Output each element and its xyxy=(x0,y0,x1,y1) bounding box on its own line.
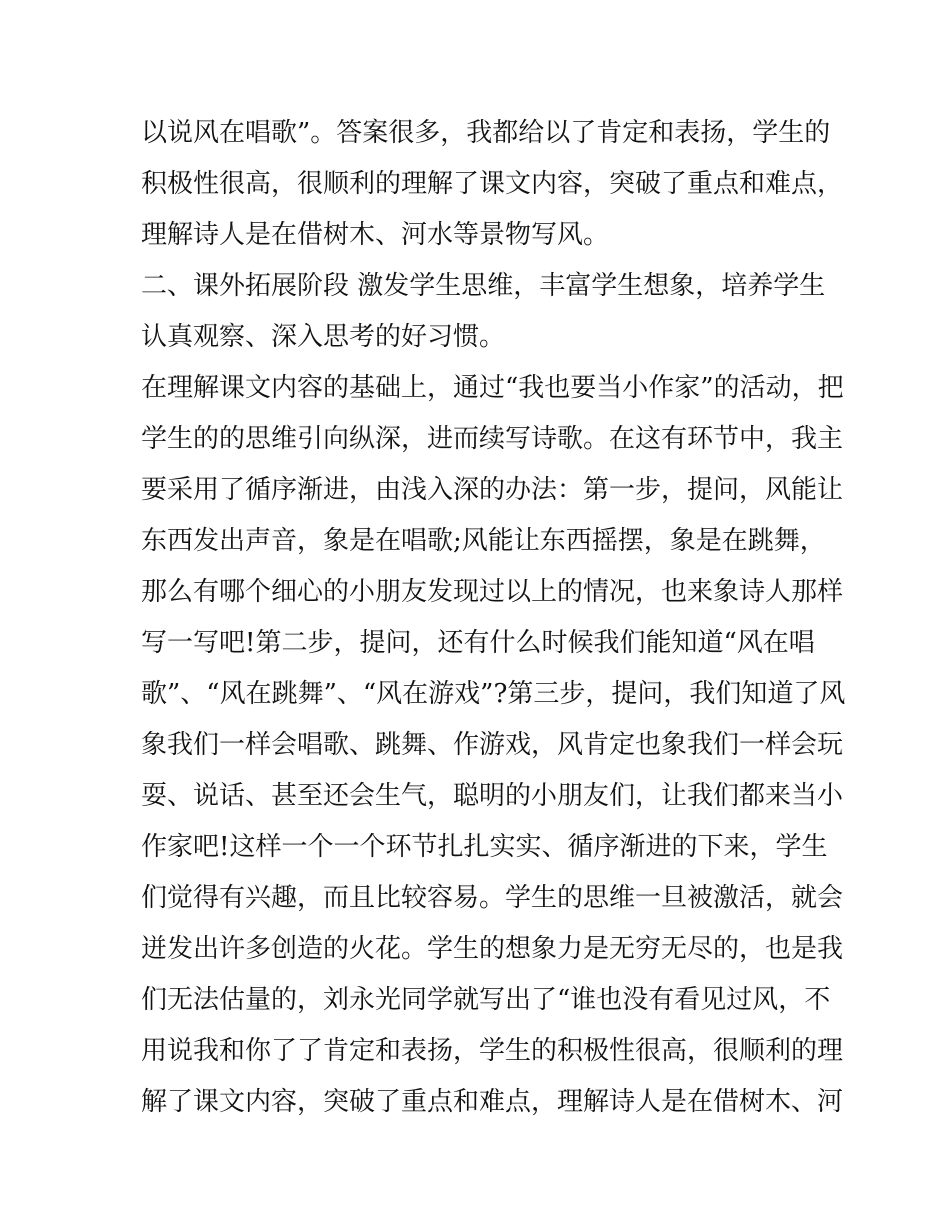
text-line: 歌”、“风在跳舞”、“风在游戏”?第三步，提问，我们知道了风 xyxy=(141,679,846,709)
text-line: 积极性很高，很顺利的理解了课文内容，突破了重点和难点， xyxy=(141,169,844,199)
document-body xyxy=(141,108,846,1128)
text-line: 写一写吧!第二步，提问，还有什么时候我们能知道“风在唱 xyxy=(141,628,815,658)
text-line: 以说风在唱歌”。答案很多，我都给以了肯定和表扬，学生的 xyxy=(141,118,831,148)
text-line: 耍、说话、甚至还会生气，聪明的小朋友们，让我们都来当小 xyxy=(141,781,844,811)
text-line: 解了课文内容，突破了重点和难点，理解诗人是在借树木、河 xyxy=(141,1087,844,1117)
text-line: 东西发出声音，象是在唱歌;风能让东西摇摆，象是在跳舞， xyxy=(141,526,826,556)
text-line: 用说我和你了了肯定和表扬，学生的积极性很高，很顺利的理 xyxy=(141,1036,844,1066)
text-line: 们觉得有兴趣，而且比较容易。学生的思维一旦被激活，就会 xyxy=(141,883,844,913)
text-line: 作家吧!这样一个一个环节扎扎实实、循序渐进的下来，学生 xyxy=(141,832,828,862)
section-heading-line: 二、课外拓展阶段 激发学生思维，丰富学生想象，培养学生 xyxy=(141,271,826,301)
text-line: 理解诗人是在借树木、河水等景物写风。 xyxy=(141,220,610,250)
text-line: 迸发出许多创造的火花。学生的想象力是无穷无尽的，也是我 xyxy=(141,934,844,964)
text-line: 象我们一样会唱歌、跳舞、作游戏，风肯定也象我们一样会玩 xyxy=(141,730,844,760)
text-line: 在理解课文内容的基础上，通过“我也要当小作家”的活动，把 xyxy=(141,373,844,403)
text-line: 那么有哪个细心的小朋友发现过以上的情况，也来象诗人那样 xyxy=(141,577,844,607)
text-line: 学生的的思维引向纵深，进而续写诗歌。在这有环节中，我主 xyxy=(141,424,844,454)
text-line: 要采用了循序渐进，由浅入深的办法：第一步，提问，风能让 xyxy=(141,475,844,505)
text-line: 认真观察、深入思考的好习惯。 xyxy=(141,322,506,352)
text-line: 们无法估量的，刘永光同学就写出了“谁也没有看见过风，不 xyxy=(141,985,831,1015)
